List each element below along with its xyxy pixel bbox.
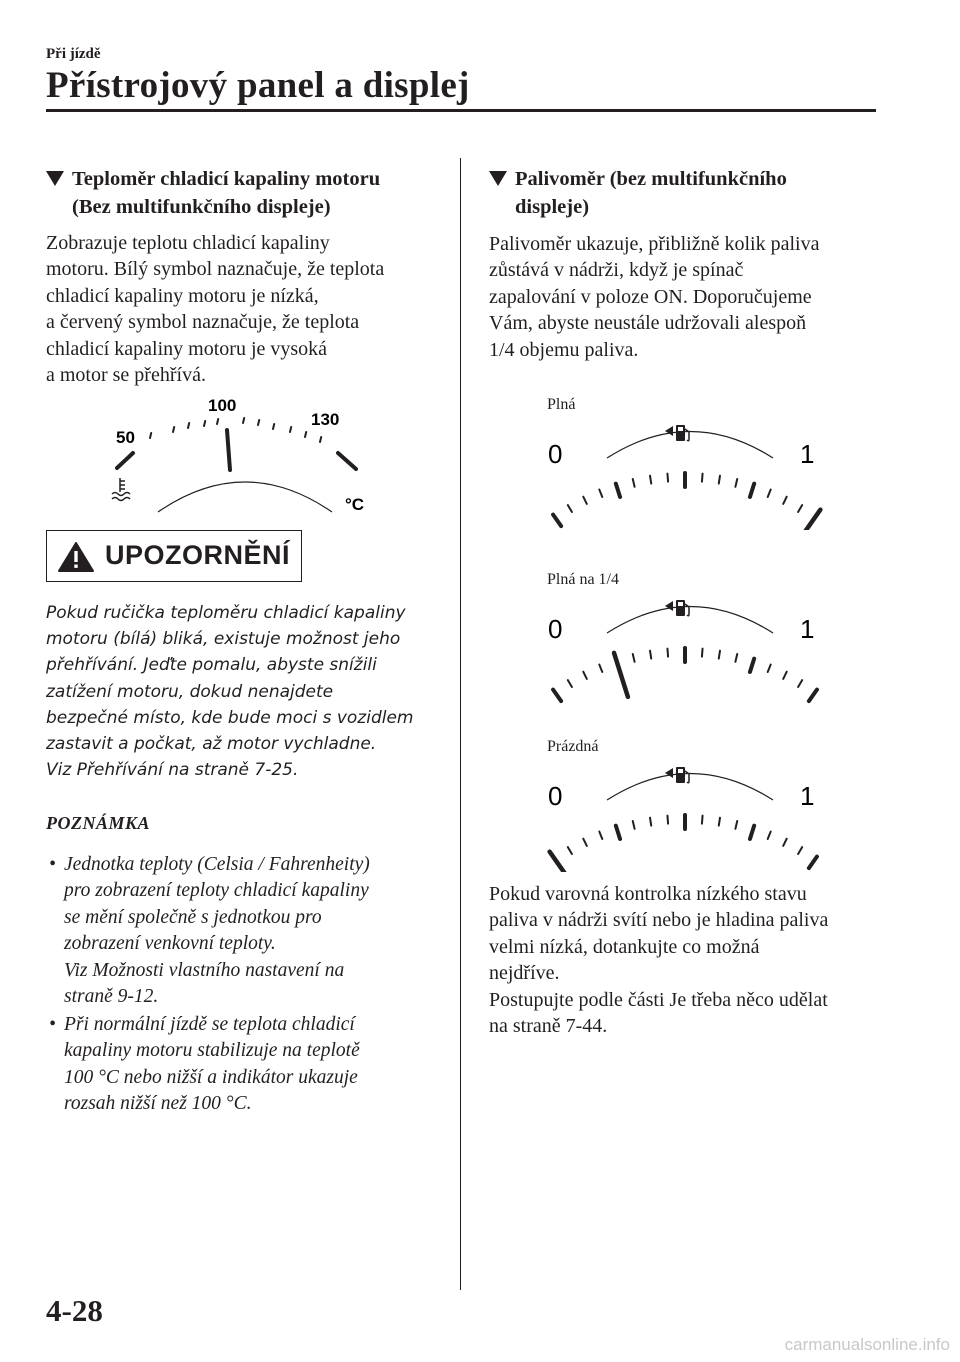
temperature-gauge-ticks [150,418,321,442]
bullet: • [49,854,56,875]
fuel-minor-tick [633,821,635,829]
section-triangle-icon [46,171,64,186]
temp-tick [290,427,291,432]
fuel-minor-tick [768,490,771,497]
fuel-minor-tick [702,816,703,824]
title-divider [46,109,876,112]
fuel-minor-tick [798,847,802,854]
fuel-minor-tick [702,474,703,482]
fuel-minor-tick [783,672,787,679]
coolant-section-heading: Teploměr chladicí kapaliny motoru (Bez multifunkčního displeje) [72,165,452,221]
fuel-gauge-label-full: Plná [547,396,576,413]
fuel-pump-icon [665,600,689,616]
fuel-minor-tick [798,505,802,512]
fuel-minor-tick [599,832,602,839]
fuel-major-tick [750,826,754,839]
column-divider [460,158,461,1290]
warning-triangle-icon [57,541,95,573]
page-number: 4-28 [46,1293,103,1328]
temp-tick [273,424,274,429]
fuel-minor-tick [667,649,668,657]
fuel-minor-tick [768,832,771,839]
temp-tick [305,432,306,437]
fuel-major-tick [809,857,817,868]
fuel-minor-tick [650,651,651,659]
temp-tick [320,437,321,442]
fuel-description: Palivoměr ukazuje, přibližně kolik paliva zůstává v nádrži, když je spínač zapalování v poloze ON. Doporučujeme Vám, abyste neustále udržovali alespoň 1/4 objemu paliva. [489,233,820,361]
fuel-major-tick [553,690,561,701]
fuel-label-empty: 0 [548,781,563,811]
fuel-major-tick [616,826,620,839]
fuel-minor-tick [783,839,787,846]
fuel-gauge-arc [607,774,773,801]
fuel-gauge-full [545,415,835,530]
fuel-major-tick [553,515,561,526]
caution-box [46,530,302,582]
fuel-minor-tick [583,672,587,679]
fuel-label-empty: 0 [548,614,563,644]
temperature-needle [227,430,230,470]
fuel-major-tick [616,484,620,497]
note-title: POZNÁMKA [46,813,151,833]
fuel-minor-tick [735,479,737,487]
fuel-pump-icon [665,425,689,441]
fuel-minor-tick [667,474,668,482]
note-item: • Při normální jízdě se teplota chladicí kapaliny motoru stabilizuje na teplotě 100 °C nebo nižší a indikátor ukazuje rozsah nižší než 100 °C. [49,1014,360,1115]
fuel-minor-tick [650,476,651,484]
coolant-description: Zobrazuje teplotu chladicí kapaliny motoru. Bílý symbol naznačuje, že teplota chladicí kapaliny motoru je nízká, a červený symbol naznačuje, že teplota chladicí kapaliny motoru je vysoká a motor se přehřívá. [46,232,385,387]
caution-text: Pokud ručička teploměru chladicí kapaliny motoru (bílá) bliká, existuje možnost jeho přehřívání. Jeďte pomalu, abyste snížili zatížení motoru, dokud nenajdete bezpečné místo, kde bude moci s vozidlem zastavit a počkat, až motor vychladne. Viz Přehřívání na straně 7-25. [46,603,414,781]
note-item: • Jednotka teploty (Celsia / Fahrenheity) pro zobrazení teploty chladicí kapaliny se mění společně s jednotkou pro zobrazení venkovní teploty. Viz Možnosti vlastního nastavení na straně 9-12. [49,854,370,1008]
fuel-minor-tick [667,816,668,824]
bullet: • [49,1014,56,1035]
temp-tick [173,427,174,432]
temp-label-100: 100 [208,396,237,415]
temp-label-130: 130 [311,410,340,429]
temp-tick [243,418,244,423]
fuel-minor-tick [650,818,651,826]
fuel-gauge-label-quarter: Plná na 1/4 [547,571,619,588]
fuel-minor-tick [633,654,635,662]
fuel-label-full: 1 [800,439,815,469]
fuel-major-tick [809,690,817,701]
fuel-minor-tick [599,665,602,672]
fuel-minor-tick [599,490,602,497]
fuel-pump-icon [665,767,689,783]
fuel-minor-tick [702,649,703,657]
fuel-minor-tick [798,680,802,687]
fuel-warning-text: Pokud varovná kontrolka nízkého stavu paliva v nádrži svítí nebo je hladina paliva velmi nízká, dotankujte co možná nejdříve. Postupujte podle části Je třeba něco udělat na straně 7-44. [489,883,829,1038]
caution-label: UPOZORNĚNÍ [105,540,291,570]
fuel-minor-tick [633,479,635,487]
fuel-minor-tick [783,497,787,504]
fuel-section-heading: Palivoměr (bez multifunkčního displeje) [515,165,885,221]
fuel-minor-tick [719,476,720,484]
fuel-major-tick [750,659,754,672]
watermark: carmanualsonline.info [784,1335,950,1354]
temp-max-mark [338,453,356,469]
temp-tick [217,419,218,424]
fuel-label-full: 1 [800,781,815,811]
temp-unit-label: °C [345,495,365,514]
temp-label-50: 50 [116,428,135,447]
chapter-label: Při jízdě [46,46,101,62]
section-triangle-icon [489,171,507,186]
fuel-minor-tick [568,505,572,512]
fuel-label-full: 1 [800,614,815,644]
page-title: Přístrojový panel a displej [46,65,470,106]
fuel-gauge-arc [607,607,773,634]
fuel-minor-tick [768,665,771,672]
fuel-minor-tick [568,680,572,687]
coolant-temperature-gauge [100,390,390,520]
temp-tick [204,421,205,426]
fuel-minor-tick [719,818,720,826]
fuel-minor-tick [583,839,587,846]
temp-tick [188,423,189,428]
fuel-gauge-arc [607,432,773,459]
coolant-temperature-icon [112,478,130,501]
fuel-minor-tick [735,821,737,829]
fuel-gauge-label-empty: Prázdná [547,738,599,755]
fuel-needle [614,653,628,697]
fuel-minor-tick [719,651,720,659]
fuel-major-tick [750,484,754,497]
fuel-gauge-empty [545,757,835,872]
fuel-minor-tick [735,654,737,662]
fuel-label-empty: 0 [548,439,563,469]
fuel-gauge-quarter [545,590,835,705]
fuel-minor-tick [568,847,572,854]
temp-min-mark [117,453,133,468]
temp-tick [258,420,259,425]
fuel-minor-tick [583,497,587,504]
temp-tick [150,433,151,438]
